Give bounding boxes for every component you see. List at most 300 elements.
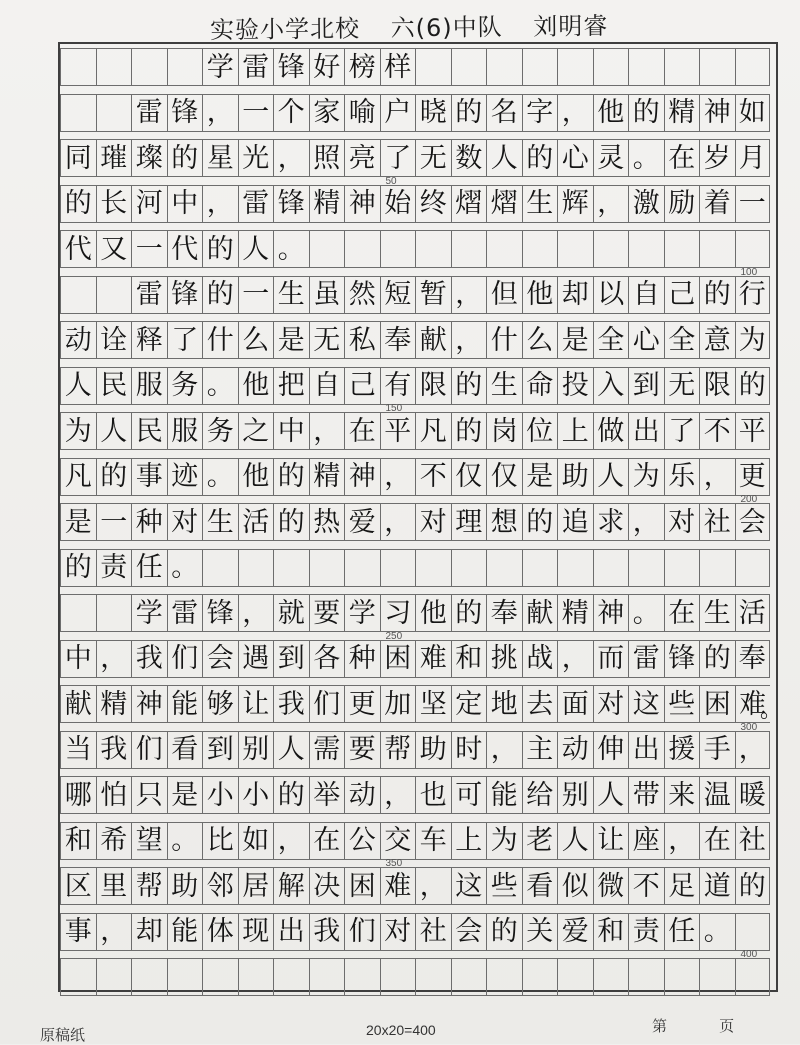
grid-cell: ，: [273, 822, 309, 860]
grid-cell: 神: [344, 185, 380, 223]
grid-cell: 看: [167, 731, 203, 769]
grid-cell: 要: [309, 594, 345, 632]
grid-cell: [451, 549, 487, 587]
grid-cell: [415, 48, 451, 86]
grid-cell: ，: [96, 913, 132, 951]
grid-cell: 让: [593, 822, 629, 860]
grid-cell: 举: [309, 776, 345, 814]
grid-cell: 比: [202, 822, 238, 860]
grid-cell: 着: [699, 185, 735, 223]
grid-cell: 的: [735, 367, 771, 405]
grid-cell: 他: [522, 276, 558, 314]
grid-cell: 自: [309, 367, 345, 405]
grid-cell: 是: [522, 458, 558, 496]
grid-cell: [60, 48, 96, 86]
grid-cell: 什: [202, 321, 238, 359]
grid-row: [60, 913, 770, 951]
grid-cell: [131, 48, 167, 86]
grid-cell: 体: [202, 913, 238, 951]
grid-cell: 好: [309, 48, 345, 86]
grid-cell: 做: [593, 412, 629, 450]
grid-cell: 。: [167, 822, 203, 860]
grid-cell: [60, 94, 96, 132]
grid-cell: 如: [735, 94, 771, 132]
grid-cell: 到: [628, 367, 664, 405]
char-counter: 350: [385, 858, 403, 869]
grid-cell: ，: [735, 731, 771, 769]
grid-cell: [96, 48, 132, 86]
grid-cell: [486, 230, 522, 268]
grid-cell: [557, 48, 593, 86]
grid-cell: 和: [451, 640, 487, 678]
grid-cell: 是: [60, 503, 96, 541]
grid-cell: 帮: [380, 731, 416, 769]
grid-cell: 。: [273, 230, 309, 268]
grid-cell: [344, 549, 380, 587]
grid-cell: 的: [60, 549, 96, 587]
grid-cell: [415, 958, 451, 996]
grid-cell: 岗: [486, 412, 522, 450]
grid-cell: 数: [451, 139, 487, 177]
grid-cell: 始: [380, 185, 416, 223]
grid-cell: 活: [238, 503, 274, 541]
grid-cell: 他: [238, 458, 274, 496]
grid-cell: 之: [238, 412, 274, 450]
grid-cell: 神: [131, 685, 167, 723]
grid-cell: 锋: [167, 94, 203, 132]
grid-cell: 凡: [60, 458, 96, 496]
grid-cell: 让: [238, 685, 274, 723]
grid-cell: 以: [593, 276, 629, 314]
grid-cell: 困: [344, 867, 380, 905]
grid-cell: 求: [593, 503, 629, 541]
grid-cell: 战: [522, 640, 558, 678]
grid-cell: 去: [522, 685, 558, 723]
grid-cell: 然: [344, 276, 380, 314]
grid-cell: 释: [131, 321, 167, 359]
grid-cell: [96, 958, 132, 996]
grid-cell: 要: [344, 731, 380, 769]
grid-cell: [451, 230, 487, 268]
grid-cell: [699, 958, 735, 996]
grid-cell: 现: [238, 913, 274, 951]
grid-cell: 人: [60, 367, 96, 405]
grid-cell: 仅: [451, 458, 487, 496]
grid-cell: 到: [273, 640, 309, 678]
char-counter: 300: [740, 721, 758, 733]
grid-cell: 了: [664, 412, 700, 450]
grid-cell: 字: [522, 94, 558, 132]
grid-cell: 责: [96, 549, 132, 587]
grid-cell: 是: [557, 321, 593, 359]
grid-row: [60, 822, 770, 860]
grid-cell: 璀: [96, 139, 132, 177]
grid-cell: 照: [309, 139, 345, 177]
grid-cell: 一: [238, 276, 274, 314]
grid-cell: 的: [522, 139, 558, 177]
grid-cell: [664, 48, 700, 86]
grid-cell: 定: [451, 685, 487, 723]
grid-cell: 为: [735, 321, 771, 359]
grid-cell: 对: [167, 503, 203, 541]
grid-row: [60, 867, 770, 905]
grid-cell: 而: [593, 640, 629, 678]
grid-cell: 务: [202, 412, 238, 450]
grid-cell: 学: [202, 48, 238, 86]
grid-cell: 手: [699, 731, 735, 769]
grid-cell: 却: [131, 913, 167, 951]
grid-cell: 可: [451, 776, 487, 814]
grid-cell: 更: [735, 458, 771, 496]
grid-cell: 全: [593, 321, 629, 359]
grid-cell: 人: [486, 139, 522, 177]
grid-cell: 如: [238, 822, 274, 860]
grid-cell: 学: [344, 594, 380, 632]
grid-cell: 对: [380, 913, 416, 951]
grid-cell: 里: [96, 867, 132, 905]
grid-cell: 社: [415, 913, 451, 951]
grid-cell: 生: [699, 594, 735, 632]
grid-cell: 我: [309, 913, 345, 951]
grid-cell: 中: [167, 185, 203, 223]
grid-cell: 中: [273, 412, 309, 450]
grid-cell: 对: [593, 685, 629, 723]
grid-cell: [522, 48, 558, 86]
grid-cell: 希: [96, 822, 132, 860]
grid-cell: 名: [486, 94, 522, 132]
grid-cell: 是: [167, 776, 203, 814]
grid-cell: 在: [309, 822, 345, 860]
grid-cell: 上: [451, 822, 487, 860]
grid-cell: 神: [593, 594, 629, 632]
grid-cell: 上: [557, 412, 593, 450]
grid-cell: 他: [593, 94, 629, 132]
grid-cell: [451, 958, 487, 996]
grid-cell: 璨: [131, 139, 167, 177]
grid-cell: [238, 549, 274, 587]
grid-cell: 晓: [415, 94, 451, 132]
grid-cell: 的: [60, 185, 96, 223]
grid-row: [60, 185, 770, 223]
grid-cell: 无: [309, 321, 345, 359]
grid-cell: 的: [273, 458, 309, 496]
grid-cell: 助: [557, 458, 593, 496]
grid-cell: 人: [238, 230, 274, 268]
grid-cell: 虽: [309, 276, 345, 314]
grid-cell: 他: [238, 367, 274, 405]
grid-row: [60, 321, 770, 359]
grid-cell: 神: [344, 458, 380, 496]
grid-cell: 出: [273, 913, 309, 951]
grid-cell: 们: [344, 913, 380, 951]
grid-cell: [273, 958, 309, 996]
char-counter: 250: [385, 630, 403, 642]
grid-cell: 助: [415, 731, 451, 769]
grid-row: [60, 958, 770, 996]
grid-cell: 激: [628, 185, 664, 223]
grid-cell: [522, 230, 558, 268]
grid-cell: 的: [273, 776, 309, 814]
grid-cell: 锋: [273, 185, 309, 223]
grid-cell: 奉: [380, 321, 416, 359]
grid-cell: 的: [202, 276, 238, 314]
grid-cell: 伸: [593, 731, 629, 769]
grid-cell: ，: [380, 458, 416, 496]
grid-cell: 小: [238, 776, 274, 814]
grid-cell: 熠: [451, 185, 487, 223]
grid-cell: 关: [522, 913, 558, 951]
grid-cell: 们: [167, 640, 203, 678]
grid-cell: 这: [628, 685, 664, 723]
grid-cell: 在: [664, 594, 700, 632]
grid-cell: 。: [628, 594, 664, 632]
grid-cell: 。: [202, 367, 238, 405]
grid-cell: 们: [309, 685, 345, 723]
grid-cell: 锋: [273, 48, 309, 86]
grid-cell: 道: [699, 867, 735, 905]
grid-cell: 微: [593, 867, 629, 905]
grid-cell: 生: [486, 367, 522, 405]
grid-cell: 帮: [131, 867, 167, 905]
grid-cell: [557, 549, 593, 587]
grid-cell: 种: [344, 640, 380, 678]
grid-cell: 为: [628, 458, 664, 496]
char-counter: 100: [740, 266, 758, 278]
grid-cell: 把: [273, 367, 309, 405]
grid-cell: 在: [664, 139, 700, 177]
grid-row: [60, 412, 770, 450]
grid-cell: 精: [557, 594, 593, 632]
grid-cell: [593, 230, 629, 268]
grid-cell: 遇: [238, 640, 274, 678]
grid-row: [60, 94, 770, 132]
grid-cell: 我: [273, 685, 309, 723]
grid-cell: 只: [131, 776, 167, 814]
grid-cell: 爱: [344, 503, 380, 541]
grid-cell: 需: [309, 731, 345, 769]
grid-cell: 加: [380, 685, 416, 723]
grid-cell: 但: [486, 276, 522, 314]
grid-cell: 望: [131, 822, 167, 860]
grid-cell: ，: [202, 185, 238, 223]
grid-cell: 献: [60, 685, 96, 723]
grid-cell: 心: [628, 321, 664, 359]
grid-cell: [735, 549, 771, 587]
grid-cell: [664, 958, 700, 996]
grid-cell: 爱: [557, 913, 593, 951]
grid-cell: 星: [202, 139, 238, 177]
grid-cell: 我: [96, 731, 132, 769]
grid-cell: 精: [309, 185, 345, 223]
grid-cell: ，: [202, 94, 238, 132]
grid-cell: 困: [699, 685, 735, 723]
grid-cell: 雷: [131, 94, 167, 132]
grid-cell: 献: [522, 594, 558, 632]
page-label: 第 页: [652, 1018, 735, 1035]
grid-cell: 人: [593, 458, 629, 496]
grid-cell: 不: [699, 412, 735, 450]
grid-cell: 的: [451, 594, 487, 632]
grid-cell: 己: [664, 276, 700, 314]
paper-label: 原稿纸: [40, 1027, 86, 1044]
grid-cell: 么: [238, 321, 274, 359]
grid-cell: 能: [486, 776, 522, 814]
grid-cell: 温: [699, 776, 735, 814]
grid-cell: 一: [96, 503, 132, 541]
grid-cell: 务: [167, 367, 203, 405]
grid-cell: 动: [557, 731, 593, 769]
grid-cell: ，: [380, 503, 416, 541]
grid-cell: 区: [60, 867, 96, 905]
grid-cell: 位: [522, 412, 558, 450]
grid-cell: 也: [415, 776, 451, 814]
grid-cell: 能: [167, 685, 203, 723]
grid-cell: [664, 549, 700, 587]
grid-cell: 解: [273, 867, 309, 905]
grid-row: [60, 48, 770, 86]
grid-cell: 这: [451, 867, 487, 905]
grid-cell: 想: [486, 503, 522, 541]
grid-cell: [593, 549, 629, 587]
grid-cell: 事: [131, 458, 167, 496]
grid-cell: 热: [309, 503, 345, 541]
grid-cell: 光: [238, 139, 274, 177]
grid-cell: 人: [273, 731, 309, 769]
grid-cell: ，: [451, 276, 487, 314]
grid-cell: 。: [167, 549, 203, 587]
grid-cell: [735, 958, 771, 996]
grid-cell: ，: [664, 822, 700, 860]
grid-cell: [131, 958, 167, 996]
grid-cell: [202, 549, 238, 587]
grid-cell: 民: [96, 367, 132, 405]
grid-cell: 代: [60, 230, 96, 268]
grid-cell: [557, 958, 593, 996]
grid-cell: 些: [486, 867, 522, 905]
grid-cell: 私: [344, 321, 380, 359]
grid-cell: 户: [380, 94, 416, 132]
grid-cell: 任: [131, 549, 167, 587]
grid-cell: 足: [664, 867, 700, 905]
grid-cell: 同: [60, 139, 96, 177]
school-name: 实验小学北校: [209, 14, 361, 45]
grid-cell: 看: [522, 867, 558, 905]
grid-cell: 熠: [486, 185, 522, 223]
char-counter: 150: [385, 403, 403, 414]
grid-cell: 投: [557, 367, 593, 405]
grid-cell: 别: [557, 776, 593, 814]
grid-cell: 暂: [415, 276, 451, 314]
grid-cell: [344, 958, 380, 996]
grid-row: [60, 685, 782, 723]
grid-cell: [238, 958, 274, 996]
grid-cell: 些: [664, 685, 700, 723]
grid-cell: 难: [735, 685, 771, 723]
grid-cell: 追: [557, 503, 593, 541]
grid-cell: ，: [451, 321, 487, 359]
grid-cell: 凡: [415, 412, 451, 450]
grid-cell: [451, 48, 487, 86]
grid-cell: ，: [273, 139, 309, 177]
grid-cell: [735, 48, 771, 86]
grid-cell: 辉: [557, 185, 593, 223]
grid-cell: ，: [486, 731, 522, 769]
grid-cell: 不: [628, 867, 664, 905]
grid-cell: 座: [628, 822, 664, 860]
grid-row: [60, 731, 770, 769]
grid-cell: 雷: [238, 48, 274, 86]
grid-cell: 。: [628, 139, 664, 177]
grid-cell: 为: [60, 412, 96, 450]
grid-cell: 的: [202, 230, 238, 268]
grid-cell: 邻: [202, 867, 238, 905]
grid-cell: 行: [735, 276, 771, 314]
grid-cell: 了: [167, 321, 203, 359]
grid-cell: 小: [202, 776, 238, 814]
grid-cell: 精: [96, 685, 132, 723]
grid-cell: 全: [664, 321, 700, 359]
grid-cell: [664, 230, 700, 268]
grid-cell: 生: [522, 185, 558, 223]
grid-cell: 就: [273, 594, 309, 632]
grid-cell: 限: [415, 367, 451, 405]
grid-row: [60, 776, 770, 814]
grid-cell: 是: [273, 321, 309, 359]
grid-cell: 暖: [735, 776, 771, 814]
grid-cell: 岁: [699, 139, 735, 177]
grid-cell: 有: [380, 367, 416, 405]
grid-cell: 乐: [664, 458, 700, 496]
grid-cell: 会: [451, 913, 487, 951]
grid-cell: 服: [167, 412, 203, 450]
grid-cell: [415, 230, 451, 268]
grid-cell: [96, 594, 132, 632]
grid-cell: [380, 958, 416, 996]
grid-cell: 。: [202, 458, 238, 496]
grid-cell: 地: [486, 685, 522, 723]
class-team: 六(6)中队: [390, 13, 503, 43]
grid-cell: [628, 48, 664, 86]
grid-cell: 雷: [167, 594, 203, 632]
char-counter: 50: [385, 175, 397, 187]
overflow-punctuation: 。: [759, 698, 782, 723]
grid-cell: 面: [557, 685, 593, 723]
grid-cell: 似: [557, 867, 593, 905]
grid-cell: 意: [699, 321, 735, 359]
grid-cell: 动: [344, 776, 380, 814]
grid-cell: [557, 230, 593, 268]
grid-cell: 精: [664, 94, 700, 132]
grid-cell: [735, 913, 771, 951]
grid-cell: 的: [699, 276, 735, 314]
grid-cell: [522, 958, 558, 996]
grid-cell: 长: [96, 185, 132, 223]
grid-cell: ，: [628, 503, 664, 541]
grid-row: [60, 503, 770, 541]
grid-cell: [273, 549, 309, 587]
grid-cell: 对: [415, 503, 451, 541]
grid-cell: 却: [557, 276, 593, 314]
grid-cell: 无: [415, 139, 451, 177]
grid-cell: 自: [628, 276, 664, 314]
grid-cell: 公: [344, 822, 380, 860]
char-counter: 200: [740, 494, 758, 505]
grid-cell: [167, 48, 203, 86]
grid-cell: 锋: [664, 640, 700, 678]
grid-cell: 会: [735, 503, 771, 541]
grid-cell: 什: [486, 321, 522, 359]
grid-cell: [309, 549, 345, 587]
